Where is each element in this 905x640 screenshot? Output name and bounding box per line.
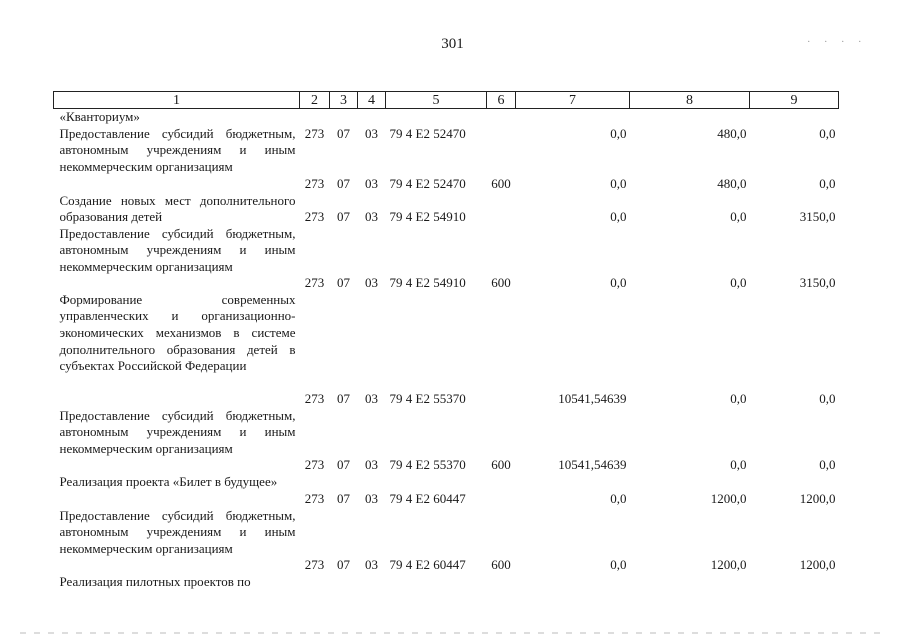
code-expense-type	[487, 292, 516, 408]
amount-col9	[750, 574, 839, 591]
table-row	[54, 508, 839, 574]
code-chapter: 273	[304, 176, 325, 191]
code-target: 79 4 E2 60447	[389, 491, 466, 507]
amount-col8: 480,0	[717, 176, 747, 191]
amount-col7: 0,0	[610, 557, 627, 573]
code-subsection: 03	[365, 275, 378, 291]
row-description: Предоставление субсидий бюджетным, автономным учреждениям и иным некоммерческим организациям	[59, 125, 296, 174]
column-header-9: 9	[750, 92, 839, 109]
amount-col8: 0,0	[730, 391, 747, 407]
code-section: 07	[337, 491, 350, 507]
table-row	[54, 193, 839, 226]
amount-col9: 1200,0	[799, 557, 836, 573]
code-expense-type: 600	[491, 457, 511, 473]
code-target: 79 4 E2 52470	[389, 176, 466, 191]
code-chapter: 273	[304, 209, 325, 225]
column-header-3: 3	[330, 92, 358, 109]
code-expense-type	[487, 193, 516, 226]
code-chapter	[300, 574, 330, 591]
code-subsection: 03	[365, 209, 378, 225]
code-expense-type: 600	[491, 176, 511, 191]
table-header-row	[54, 92, 839, 109]
amount-col8: 0,0	[730, 275, 747, 291]
amount-col7: 0,0	[610, 491, 627, 507]
amount-col8: 0,0	[730, 209, 747, 225]
row-description: Предоставление субсидий бюджетным, автономным учреждениям и иным некоммерческим организациям	[59, 407, 296, 456]
amount-col9	[750, 109, 839, 126]
code-subsection	[358, 109, 386, 126]
code-target	[386, 109, 487, 126]
row-description: Формирование современных управленческих и организационно-экономических механизмов в системе дополнительного образования детей в субъектах Российской Федерации	[59, 291, 296, 374]
code-target: 79 4 E2 60447	[389, 557, 466, 573]
page-number: 301	[441, 36, 464, 52]
code-target: 79 4 E2 54910	[389, 275, 466, 291]
code-chapter: 273	[304, 457, 325, 473]
code-expense-type: 600	[491, 557, 511, 573]
code-section	[330, 109, 358, 126]
table-row	[54, 292, 839, 408]
code-target: 79 4 E2 54910	[389, 209, 466, 225]
budget-table	[53, 91, 839, 591]
code-expense-type	[487, 126, 516, 176]
row-description: Создание новых мест дополнительного образования детей	[59, 192, 296, 225]
column-header-7: 7	[516, 92, 630, 109]
code-section: 07	[337, 125, 350, 141]
code-target: 79 4 E2 52470	[389, 125, 466, 141]
row-description: Реализация проекта «Билет в будущее»	[59, 473, 278, 489]
row-description: Предоставление субсидий бюджетным, автономным учреждениям и иным некоммерческим организациям	[59, 507, 296, 556]
code-subsection: 03	[365, 491, 378, 507]
code-section	[330, 574, 358, 591]
table-row	[54, 574, 839, 591]
code-section: 07	[337, 209, 350, 225]
code-expense-type	[487, 109, 516, 126]
code-section: 07	[337, 176, 350, 191]
code-expense-type: 600	[491, 275, 511, 291]
row-description: «Кванториум»	[59, 109, 140, 124]
amount-col7: 0,0	[610, 125, 627, 141]
amount-col8: 0,0	[730, 457, 747, 473]
amount-col9: 0,0	[819, 176, 836, 191]
row-description	[54, 176, 300, 193]
scan-edge-noise	[20, 632, 885, 634]
code-expense-type	[487, 474, 516, 508]
code-section: 07	[337, 275, 350, 291]
amount-col7: 10541,54639	[558, 457, 627, 473]
row-description: Предоставление субсидий бюджетным, автономным учреждениям и иным некоммерческим организациям	[59, 225, 296, 274]
code-section: 07	[337, 391, 350, 407]
amount-col7	[516, 109, 630, 126]
code-section: 07	[337, 557, 350, 573]
amount-col9: 0,0	[819, 125, 836, 141]
table-row	[54, 474, 839, 508]
code-target: 79 4 E2 55370	[389, 391, 466, 407]
amount-col9: 0,0	[819, 457, 836, 473]
code-subsection	[358, 574, 386, 591]
column-header-8: 8	[630, 92, 750, 109]
corner-marks: . . . .	[807, 34, 867, 45]
code-chapter: 273	[304, 275, 325, 291]
column-header-6: 6	[487, 92, 516, 109]
code-target	[386, 574, 487, 591]
amount-col8: 480,0	[717, 125, 747, 141]
column-header-5: 5	[386, 92, 487, 109]
amount-col8: 1200,0	[710, 491, 747, 507]
code-subsection: 03	[365, 457, 378, 473]
code-chapter: 273	[304, 557, 325, 573]
code-chapter: 273	[304, 125, 325, 141]
table-row	[54, 126, 839, 176]
code-expense-type	[487, 574, 516, 591]
column-header-2: 2	[300, 92, 330, 109]
amount-col8: 1200,0	[710, 557, 747, 573]
table-row	[54, 109, 839, 126]
amount-col9: 3150,0	[799, 275, 836, 291]
amount-col8	[630, 574, 750, 591]
amount-col9: 3150,0	[799, 209, 836, 225]
table-row	[54, 226, 839, 292]
code-subsection: 03	[365, 125, 378, 141]
amount-col8	[630, 109, 750, 126]
column-header-1: 1	[54, 92, 300, 109]
amount-col9: 0,0	[819, 391, 836, 407]
amount-col9: 1200,0	[799, 491, 836, 507]
amount-col7	[516, 574, 630, 591]
code-section: 07	[337, 457, 350, 473]
amount-col7: 0,0	[610, 209, 627, 225]
code-chapter	[300, 109, 330, 126]
row-description: Реализация пилотных проектов по	[59, 573, 251, 589]
amount-col7: 0,0	[610, 176, 627, 191]
code-subsection: 03	[365, 557, 378, 573]
table-row	[54, 408, 839, 474]
code-subsection: 03	[365, 391, 378, 407]
code-subsection: 03	[365, 176, 378, 191]
column-header-4: 4	[358, 92, 386, 109]
code-chapter: 273	[304, 391, 325, 407]
amount-col7: 0,0	[610, 275, 627, 291]
table-row	[54, 176, 839, 193]
amount-col7: 10541,54639	[558, 391, 627, 407]
code-chapter: 273	[304, 491, 325, 507]
code-target: 79 4 E2 55370	[389, 457, 466, 473]
